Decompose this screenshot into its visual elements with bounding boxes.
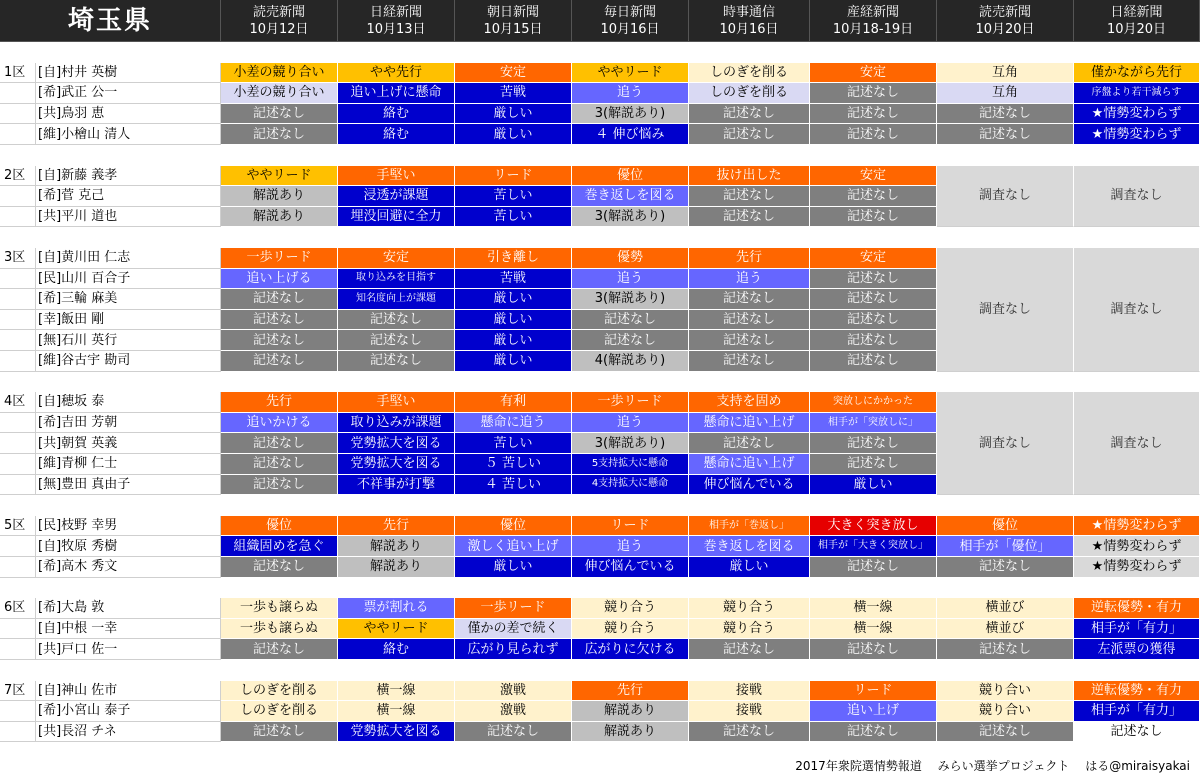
district-label-blank bbox=[0, 269, 36, 290]
district-label: 4区 bbox=[0, 392, 36, 413]
rating-cell: 記述なし bbox=[937, 722, 1074, 743]
rating-cell: 記述なし bbox=[810, 557, 937, 578]
footer-credit: 2017年衆院選情勢報道 みらい選挙プロジェクト はる@miraisyakai bbox=[795, 759, 1190, 773]
source-header bbox=[1074, 0, 1200, 42]
rating-cell: 記述なし bbox=[689, 289, 810, 310]
district-label: 1区 bbox=[0, 63, 36, 84]
source-date: 10月12日 bbox=[249, 21, 309, 37]
rating-cell: 競り合う bbox=[689, 598, 810, 619]
rating-cell: 先行 bbox=[338, 516, 455, 537]
source-paper: 読売新聞 bbox=[978, 4, 1031, 20]
no-survey-cell: 調査なし bbox=[937, 166, 1074, 228]
rating-cell: 優位 bbox=[455, 516, 572, 537]
rating-cell: 記述なし bbox=[810, 124, 937, 145]
rating-cell: 党勢拡大を図る bbox=[338, 454, 455, 475]
rating-cell: 小差の競り合い bbox=[221, 83, 338, 104]
district-label-blank bbox=[0, 536, 36, 557]
rating-cell: 記述なし bbox=[221, 310, 338, 331]
rating-cell: 一歩リード bbox=[221, 248, 338, 269]
rating-cell: 苦戦 bbox=[455, 83, 572, 104]
rating-cell: 安定 bbox=[338, 248, 455, 269]
rating-cell: 票が割れる bbox=[338, 598, 455, 619]
rating-cell: 逆転優勢・有力 bbox=[1074, 598, 1200, 619]
candidate-name: [自]新藤 義孝 bbox=[36, 166, 221, 187]
rating-cell: 懸命に追い上げ bbox=[689, 454, 810, 475]
source-date: 10月18-19日 bbox=[832, 21, 914, 37]
rating-cell: 記述なし bbox=[810, 722, 937, 743]
rating-cell: 解説あり bbox=[572, 701, 689, 722]
rating-cell: 記述なし bbox=[689, 186, 810, 207]
candidate-name: [自]中根 一幸 bbox=[36, 619, 221, 640]
district-label: 6区 bbox=[0, 598, 36, 619]
rating-cell: ★情勢変わらず bbox=[1074, 124, 1200, 145]
district-label-blank bbox=[0, 557, 36, 578]
candidate-name: [民]枝野 幸男 bbox=[36, 516, 221, 537]
rating-cell: 記述なし bbox=[455, 722, 572, 743]
source-header bbox=[937, 0, 1074, 42]
rating-cell: ★情勢変わらず bbox=[1074, 557, 1200, 578]
rating-cell: しのぎを削る bbox=[689, 83, 810, 104]
candidate-name: [希]武正 公一 bbox=[36, 83, 221, 104]
rating-cell: 記述なし bbox=[689, 207, 810, 228]
rating-cell: 記述なし bbox=[689, 433, 810, 454]
rating-cell: 競り合う bbox=[689, 619, 810, 640]
rating-cell: 記述なし bbox=[221, 475, 338, 496]
rating-cell: 記述なし bbox=[689, 722, 810, 743]
rating-cell: 苦しい bbox=[455, 186, 572, 207]
rating-cell: 横並び bbox=[937, 619, 1074, 640]
rating-cell: 解説あり bbox=[338, 536, 455, 557]
rating-cell: 先行 bbox=[221, 392, 338, 413]
rating-cell: 手堅い bbox=[338, 166, 455, 187]
rating-cell: 互角 bbox=[937, 83, 1074, 104]
rating-cell: 懸命に追い上げ bbox=[689, 413, 810, 434]
rating-cell: 4支持拡大に懸命 bbox=[572, 475, 689, 496]
rating-cell: ★情勢変わらず bbox=[1074, 516, 1200, 537]
candidate-name: [共]平川 道也 bbox=[36, 207, 221, 228]
rating-cell: 記述なし bbox=[221, 124, 338, 145]
rating-cell: 厳しい bbox=[810, 475, 937, 496]
source-date: 10月13日 bbox=[366, 21, 426, 37]
candidate-name: [希]三輪 麻美 bbox=[36, 289, 221, 310]
rating-cell: 記述なし bbox=[1074, 722, 1200, 743]
district-label-blank bbox=[0, 186, 36, 207]
rating-cell: 安定 bbox=[455, 63, 572, 84]
source-header bbox=[810, 0, 937, 42]
rating-cell: 追う bbox=[572, 413, 689, 434]
rating-cell: ややリード bbox=[572, 63, 689, 84]
rating-cell: 相手が「巻返し」 bbox=[689, 516, 810, 537]
rating-cell: ややリード bbox=[221, 166, 338, 187]
rating-cell: 埋没回避に全力 bbox=[338, 207, 455, 228]
district-label-blank bbox=[0, 289, 36, 310]
rating-cell: 党勢拡大を図る bbox=[338, 722, 455, 743]
district-label-blank bbox=[0, 330, 36, 351]
candidate-name: [自]黄川田 仁志 bbox=[36, 248, 221, 269]
district-label-blank bbox=[0, 722, 36, 743]
rating-cell: 記述なし bbox=[810, 330, 937, 351]
rating-cell: 党勢拡大を図る bbox=[338, 433, 455, 454]
source-paper: 毎日新聞 bbox=[603, 4, 656, 20]
no-survey-cell: 調査なし bbox=[1074, 166, 1200, 228]
rating-cell: 競り合い bbox=[937, 681, 1074, 702]
candidate-name: [共]長沼 チネ bbox=[36, 722, 221, 743]
source-paper: 産経新聞 bbox=[846, 4, 899, 20]
rating-cell: 安定 bbox=[810, 63, 937, 84]
rating-cell: 記述なし bbox=[338, 310, 455, 331]
rating-cell: 絡む bbox=[338, 104, 455, 125]
rating-cell: 記述なし bbox=[221, 722, 338, 743]
rating-cell: 一歩も譲らぬ bbox=[221, 598, 338, 619]
rating-cell: 苦しい bbox=[455, 433, 572, 454]
rating-cell: 競り合う bbox=[572, 598, 689, 619]
rating-cell: 解説あり bbox=[572, 722, 689, 743]
rating-cell: 記述なし bbox=[221, 454, 338, 475]
rating-cell: 追い上げる bbox=[221, 269, 338, 290]
district-label-blank bbox=[0, 83, 36, 104]
rating-cell: 記述なし bbox=[221, 104, 338, 125]
no-survey-cell: 調査なし bbox=[1074, 392, 1200, 495]
rating-cell: 絡む bbox=[338, 124, 455, 145]
rating-cell: 優位 bbox=[221, 516, 338, 537]
rating-cell: 僅かながら先行 bbox=[1074, 63, 1200, 84]
rating-cell: 記述なし bbox=[338, 330, 455, 351]
source-paper: 読売新聞 bbox=[252, 4, 305, 20]
rating-cell: 記述なし bbox=[221, 557, 338, 578]
rating-cell: 記述なし bbox=[810, 186, 937, 207]
rating-cell: 伸び悩んでいる bbox=[689, 475, 810, 496]
rating-cell: 広がりに欠ける bbox=[572, 639, 689, 660]
candidate-name: [希]吉田 芳朝 bbox=[36, 413, 221, 434]
rating-cell: 解説あり bbox=[338, 557, 455, 578]
rating-cell: 記述なし bbox=[689, 330, 810, 351]
rating-cell: 組織固めを急ぐ bbox=[221, 536, 338, 557]
district-label-blank bbox=[0, 124, 36, 145]
source-date: 10月20日 bbox=[975, 21, 1035, 37]
rating-cell: 横一線 bbox=[338, 681, 455, 702]
rating-cell: 激しく追い上げ bbox=[455, 536, 572, 557]
rating-cell: 巻き返しを図る bbox=[572, 186, 689, 207]
district-label-blank bbox=[0, 475, 36, 496]
rating-cell: 記述なし bbox=[810, 269, 937, 290]
rating-cell: 追う bbox=[689, 269, 810, 290]
rating-cell: しのぎを削る bbox=[689, 63, 810, 84]
candidate-name: [幸]飯田 剛 bbox=[36, 310, 221, 331]
candidate-name: [維]青柳 仁士 bbox=[36, 454, 221, 475]
rating-cell: 記述なし bbox=[221, 639, 338, 660]
rating-cell: 記述なし bbox=[937, 557, 1074, 578]
candidate-name: [希]小宮山 泰子 bbox=[36, 701, 221, 722]
rating-cell: 追う bbox=[572, 269, 689, 290]
candidate-name: [希]大島 敦 bbox=[36, 598, 221, 619]
district-label-blank bbox=[0, 433, 36, 454]
rating-cell: 記述なし bbox=[937, 639, 1074, 660]
rating-cell: やや先行 bbox=[338, 63, 455, 84]
source-header bbox=[338, 0, 455, 42]
district-label-blank bbox=[0, 454, 36, 475]
rating-cell: 追う bbox=[572, 83, 689, 104]
rating-cell: 伸び悩んでいる bbox=[572, 557, 689, 578]
district-label: 2区 bbox=[0, 166, 36, 187]
district-label-blank bbox=[0, 310, 36, 331]
candidate-name: [希]菅 克己 bbox=[36, 186, 221, 207]
source-header bbox=[221, 0, 338, 42]
rating-cell: 激戦 bbox=[455, 681, 572, 702]
rating-cell: 一歩も譲らぬ bbox=[221, 619, 338, 640]
rating-cell: 逆転優勢・有力 bbox=[1074, 681, 1200, 702]
rating-cell: しのぎを削る bbox=[221, 681, 338, 702]
rating-cell: 記述なし bbox=[810, 351, 937, 372]
rating-cell: 記述なし bbox=[810, 639, 937, 660]
rating-cell: 記述なし bbox=[689, 124, 810, 145]
rating-cell: ５ 苦しい bbox=[455, 454, 572, 475]
rating-cell: 相手が「有力」 bbox=[1074, 619, 1200, 640]
rating-cell: 小差の競り合い bbox=[221, 63, 338, 84]
rating-cell: 記述なし bbox=[572, 310, 689, 331]
rating-cell: 相手が「大きく突放し」 bbox=[810, 536, 937, 557]
rating-cell: 追いかける bbox=[221, 413, 338, 434]
rating-cell: 先行 bbox=[689, 248, 810, 269]
rating-cell: 記述なし bbox=[689, 639, 810, 660]
district-label-blank bbox=[0, 639, 36, 660]
rating-cell: 3(解説あり) bbox=[572, 433, 689, 454]
rating-cell: ４ 苦しい bbox=[455, 475, 572, 496]
rating-cell: 相手が「有力」 bbox=[1074, 701, 1200, 722]
rating-cell: 相手が「突放しに」 bbox=[810, 413, 937, 434]
rating-cell: 優位 bbox=[937, 516, 1074, 537]
no-survey-cell: 調査なし bbox=[1074, 248, 1200, 372]
rating-cell: 4(解説あり) bbox=[572, 351, 689, 372]
rating-cell: 懸命に追う bbox=[455, 413, 572, 434]
rating-cell: しのぎを削る bbox=[221, 701, 338, 722]
district-label-blank bbox=[0, 701, 36, 722]
source-paper: 日経新聞 bbox=[369, 4, 422, 20]
rating-cell: 記述なし bbox=[810, 104, 937, 125]
source-date: 10月16日 bbox=[600, 21, 660, 37]
rating-cell: 追う bbox=[572, 536, 689, 557]
district-label: 5区 bbox=[0, 516, 36, 537]
rating-cell: 3(解説あり) bbox=[572, 207, 689, 228]
rating-cell: 競り合い bbox=[937, 701, 1074, 722]
rating-cell: 記述なし bbox=[810, 289, 937, 310]
rating-cell: 不祥事が打撃 bbox=[338, 475, 455, 496]
rating-cell: 知名度向上が課題 bbox=[338, 289, 455, 310]
candidate-name: [無]石川 英行 bbox=[36, 330, 221, 351]
source-header bbox=[572, 0, 689, 42]
district-label: 3区 bbox=[0, 248, 36, 269]
rating-cell: 記述なし bbox=[810, 83, 937, 104]
rating-cell: 記述なし bbox=[689, 310, 810, 331]
rating-cell: ★情勢変わらず bbox=[1074, 536, 1200, 557]
rating-cell: 先行 bbox=[572, 681, 689, 702]
rating-cell: 厳しい bbox=[455, 310, 572, 331]
source-paper: 時事通信 bbox=[722, 4, 775, 20]
rating-cell: 記述なし bbox=[689, 104, 810, 125]
candidate-name: [自]穂坂 泰 bbox=[36, 392, 221, 413]
rating-cell: 横一線 bbox=[810, 598, 937, 619]
district-label-blank bbox=[0, 351, 36, 372]
rating-cell: 記述なし bbox=[221, 351, 338, 372]
rating-cell: リード bbox=[810, 681, 937, 702]
rating-cell: 記述なし bbox=[338, 351, 455, 372]
no-survey-cell: 調査なし bbox=[937, 248, 1074, 372]
rating-cell: 接戦 bbox=[689, 681, 810, 702]
district-label-blank bbox=[0, 207, 36, 228]
candidate-name: [共]朝賀 英義 bbox=[36, 433, 221, 454]
rating-cell: 横並び bbox=[937, 598, 1074, 619]
source-date: 10月16日 bbox=[719, 21, 779, 37]
rating-cell: 大きく突き放し bbox=[810, 516, 937, 537]
candidate-name: [維]谷古宇 勘司 bbox=[36, 351, 221, 372]
candidate-name: [自]村井 英樹 bbox=[36, 63, 221, 84]
rating-cell: 苦しい bbox=[455, 207, 572, 228]
district-label-blank bbox=[0, 619, 36, 640]
rating-cell: 突放しにかかった bbox=[810, 392, 937, 413]
rating-cell: 5支持拡大に懸命 bbox=[572, 454, 689, 475]
rating-cell: 横一線 bbox=[338, 701, 455, 722]
rating-cell: 記述なし bbox=[689, 351, 810, 372]
rating-cell: 安定 bbox=[810, 166, 937, 187]
rating-cell: 厳しい bbox=[455, 104, 572, 125]
rating-cell: 互角 bbox=[937, 63, 1074, 84]
rating-cell: 絡む bbox=[338, 639, 455, 660]
source-date: 10月15日 bbox=[483, 21, 543, 37]
rating-cell: ４ 伸び悩み bbox=[572, 124, 689, 145]
source-paper: 日経新聞 bbox=[1110, 4, 1163, 20]
rating-cell: 追い上げ bbox=[810, 701, 937, 722]
rating-cell: 3(解説あり) bbox=[572, 289, 689, 310]
rating-cell: 相手が「優位」 bbox=[937, 536, 1074, 557]
candidate-name: [無]豊田 真由子 bbox=[36, 475, 221, 496]
rating-cell: 3(解説あり) bbox=[572, 104, 689, 125]
candidate-name: [自]神山 佐市 bbox=[36, 681, 221, 702]
rating-cell: 安定 bbox=[810, 248, 937, 269]
rating-cell: 解説あり bbox=[221, 186, 338, 207]
rating-cell: 競り合う bbox=[572, 619, 689, 640]
rating-cell: 解説あり bbox=[221, 207, 338, 228]
rating-cell: 序盤より若干減らす bbox=[1074, 83, 1200, 104]
rating-cell: 接戦 bbox=[689, 701, 810, 722]
rating-cell: 横一線 bbox=[810, 619, 937, 640]
rating-cell: 記述なし bbox=[810, 433, 937, 454]
rating-cell: 記述なし bbox=[937, 104, 1074, 125]
candidate-name: [共]鳥羽 恵 bbox=[36, 104, 221, 125]
rating-cell: 優勢 bbox=[572, 248, 689, 269]
rating-cell: 巻き返しを図る bbox=[689, 536, 810, 557]
rating-cell: 僅かの差で続く bbox=[455, 619, 572, 640]
rating-cell: 厳しい bbox=[455, 351, 572, 372]
rating-cell: 記述なし bbox=[221, 433, 338, 454]
rating-cell: 一歩リード bbox=[572, 392, 689, 413]
rating-cell: 記述なし bbox=[810, 207, 937, 228]
rating-cell: リード bbox=[455, 166, 572, 187]
rating-cell: 浸透が課題 bbox=[338, 186, 455, 207]
rating-cell: 激戦 bbox=[455, 701, 572, 722]
rating-cell: 記述なし bbox=[937, 124, 1074, 145]
rating-cell: 広がり見られず bbox=[455, 639, 572, 660]
no-survey-cell: 調査なし bbox=[937, 392, 1074, 495]
rating-cell: 有利 bbox=[455, 392, 572, 413]
rating-cell: リード bbox=[572, 516, 689, 537]
rating-cell: 厳しい bbox=[689, 557, 810, 578]
rating-cell: 左派票の獲得 bbox=[1074, 639, 1200, 660]
candidate-name: [民]山川 百合子 bbox=[36, 269, 221, 290]
source-date: 10月20日 bbox=[1106, 21, 1167, 37]
rating-cell: 厳しい bbox=[455, 289, 572, 310]
rating-cell: ややリード bbox=[338, 619, 455, 640]
candidate-name: [共]戸口 佐一 bbox=[36, 639, 221, 660]
rating-cell: 記述なし bbox=[572, 330, 689, 351]
candidate-name: [自]牧原 秀樹 bbox=[36, 536, 221, 557]
candidate-name: [希]高木 秀文 bbox=[36, 557, 221, 578]
rating-cell: 優位 bbox=[572, 166, 689, 187]
district-label: 7区 bbox=[0, 681, 36, 702]
rating-cell: 苦戦 bbox=[455, 269, 572, 290]
rating-cell: 記述なし bbox=[810, 454, 937, 475]
rating-cell: 厳しい bbox=[455, 124, 572, 145]
district-label-blank bbox=[0, 104, 36, 125]
rating-cell: 取り込みが課題 bbox=[338, 413, 455, 434]
rating-cell: 追い上げに懸命 bbox=[338, 83, 455, 104]
rating-cell: 取り込みを目指す bbox=[338, 269, 455, 290]
rating-cell: 抜け出した bbox=[689, 166, 810, 187]
source-header bbox=[689, 0, 810, 42]
district-label-blank bbox=[0, 413, 36, 434]
prefecture-title: 埼玉県 bbox=[0, 0, 221, 42]
rating-cell: 厳しい bbox=[455, 330, 572, 351]
rating-cell: ★情勢変わらず bbox=[1074, 104, 1200, 125]
rating-cell: 記述なし bbox=[810, 310, 937, 331]
source-paper: 朝日新聞 bbox=[486, 4, 539, 20]
candidate-name: [維]小檜山 清人 bbox=[36, 124, 221, 145]
rating-cell: 手堅い bbox=[338, 392, 455, 413]
rating-cell: 記述なし bbox=[221, 330, 338, 351]
rating-cell: 記述なし bbox=[221, 289, 338, 310]
source-header bbox=[455, 0, 572, 42]
rating-cell: 厳しい bbox=[455, 557, 572, 578]
rating-cell: 一歩リード bbox=[455, 598, 572, 619]
rating-cell: 引き離し bbox=[455, 248, 572, 269]
rating-cell: 支持を固め bbox=[689, 392, 810, 413]
